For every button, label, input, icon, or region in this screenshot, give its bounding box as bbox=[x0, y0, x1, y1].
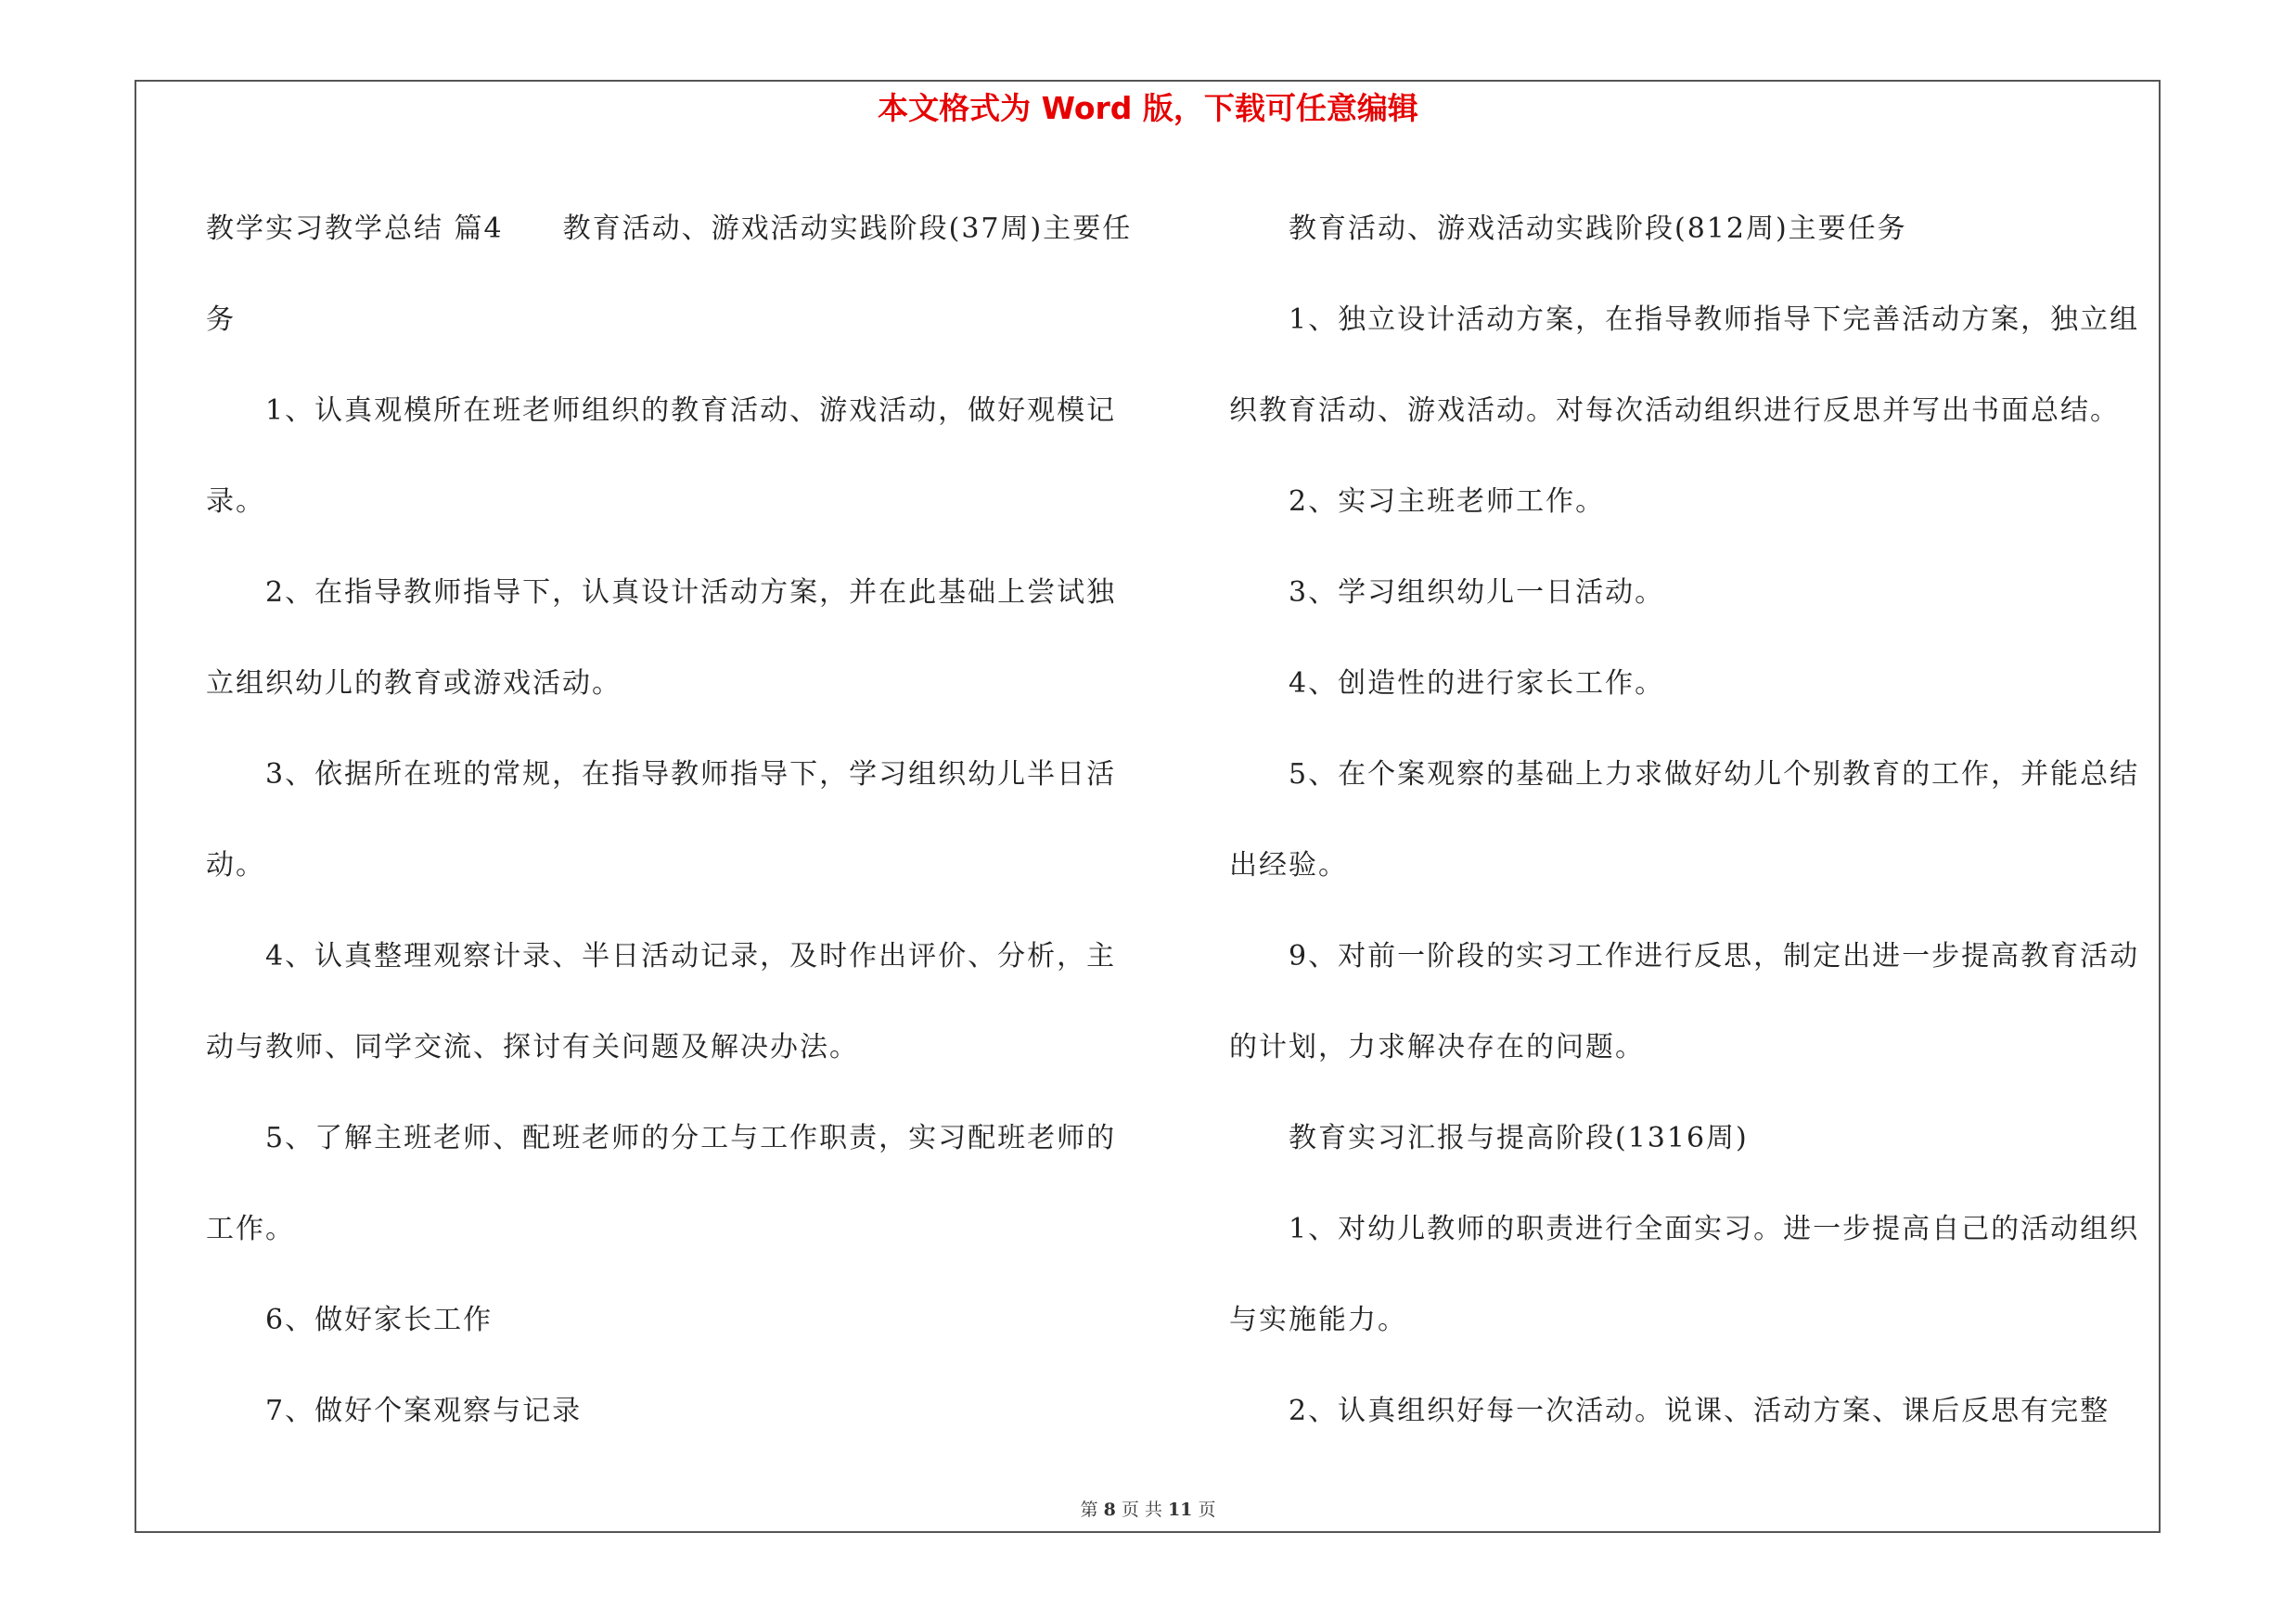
total-page-count: 11 bbox=[1167, 1500, 1193, 1520]
paragraph: 4、认真整理观察计录、半日活动记录，及时作出评价、分析，主动与教师、同学交流、探讨有关问题及解决办法。 bbox=[206, 940, 1117, 1063]
paragraph: 1、对幼儿教师的职责进行全面实习。进一步提高自己的活动组织与实施能力。 bbox=[1229, 1213, 2140, 1336]
paragraph: 教育实习汇报与提高阶段(1316周) bbox=[1289, 1122, 1749, 1154]
right-column bbox=[1229, 184, 2157, 1457]
paragraph: 2、实习主班老师工作。 bbox=[1289, 485, 1606, 518]
footer-prefix: 第 bbox=[1080, 1500, 1098, 1520]
paragraph: 3、依据所在班的常规，在指导教师指导下，学习组织幼儿半日活动。 bbox=[206, 758, 1117, 882]
page-footer bbox=[0, 1496, 2296, 1521]
left-column bbox=[206, 184, 1134, 1457]
footer-suffix: 页 bbox=[1198, 1500, 1216, 1520]
paragraph: 3、学习组织幼儿一日活动。 bbox=[1289, 576, 1665, 609]
paragraph: 9、对前一阶段的实习工作进行反思，制定出进一步提高教育活动的计划，力求解决存在的问题。 bbox=[1229, 940, 2140, 1063]
format-banner: 本文格式为 Word 版，下载可任意编辑 bbox=[878, 90, 1418, 126]
footer-middle: 页 共 bbox=[1121, 1500, 1162, 1520]
paragraph: 1、认真观模所在班老师组织的教育活动、游戏活动，做好观模记录。 bbox=[206, 394, 1117, 518]
paragraph: 5、了解主班老师、配班老师的分工与工作职责，实习配班老师的工作。 bbox=[206, 1122, 1117, 1245]
paragraph: 1、独立设计活动方案，在指导教师指导下完善活动方案，独立组织教育活动、游戏活动。对每次活动组织进行反思并写出书面总结。 bbox=[1229, 303, 2140, 427]
paragraph: 教学实习教学总结 篇4 教育活动、游戏活动实践阶段(37周)主要任务 bbox=[206, 213, 1133, 336]
paragraph: 7、做好个案观察与记录 bbox=[265, 1395, 583, 1427]
paragraph: 2、在指导教师指导下，认真设计活动方案，并在此基础上尝试独立组织幼儿的教育或游戏活动。 bbox=[206, 576, 1117, 700]
current-page-number: 8 bbox=[1103, 1500, 1116, 1520]
paragraph: 4、创造性的进行家长工作。 bbox=[1289, 667, 1665, 700]
paragraph: 6、做好家长工作 bbox=[265, 1304, 494, 1336]
paragraph: 2、认真组织好每一次活动。说课、活动方案、课后反思有完整 bbox=[1289, 1395, 2110, 1427]
paragraph: 5、在个案观察的基础上力求做好幼儿个别教育的工作，并能总结出经验。 bbox=[1229, 758, 2140, 882]
paragraph: 教育活动、游戏活动实践阶段(812周)主要任务 bbox=[1289, 213, 1907, 245]
